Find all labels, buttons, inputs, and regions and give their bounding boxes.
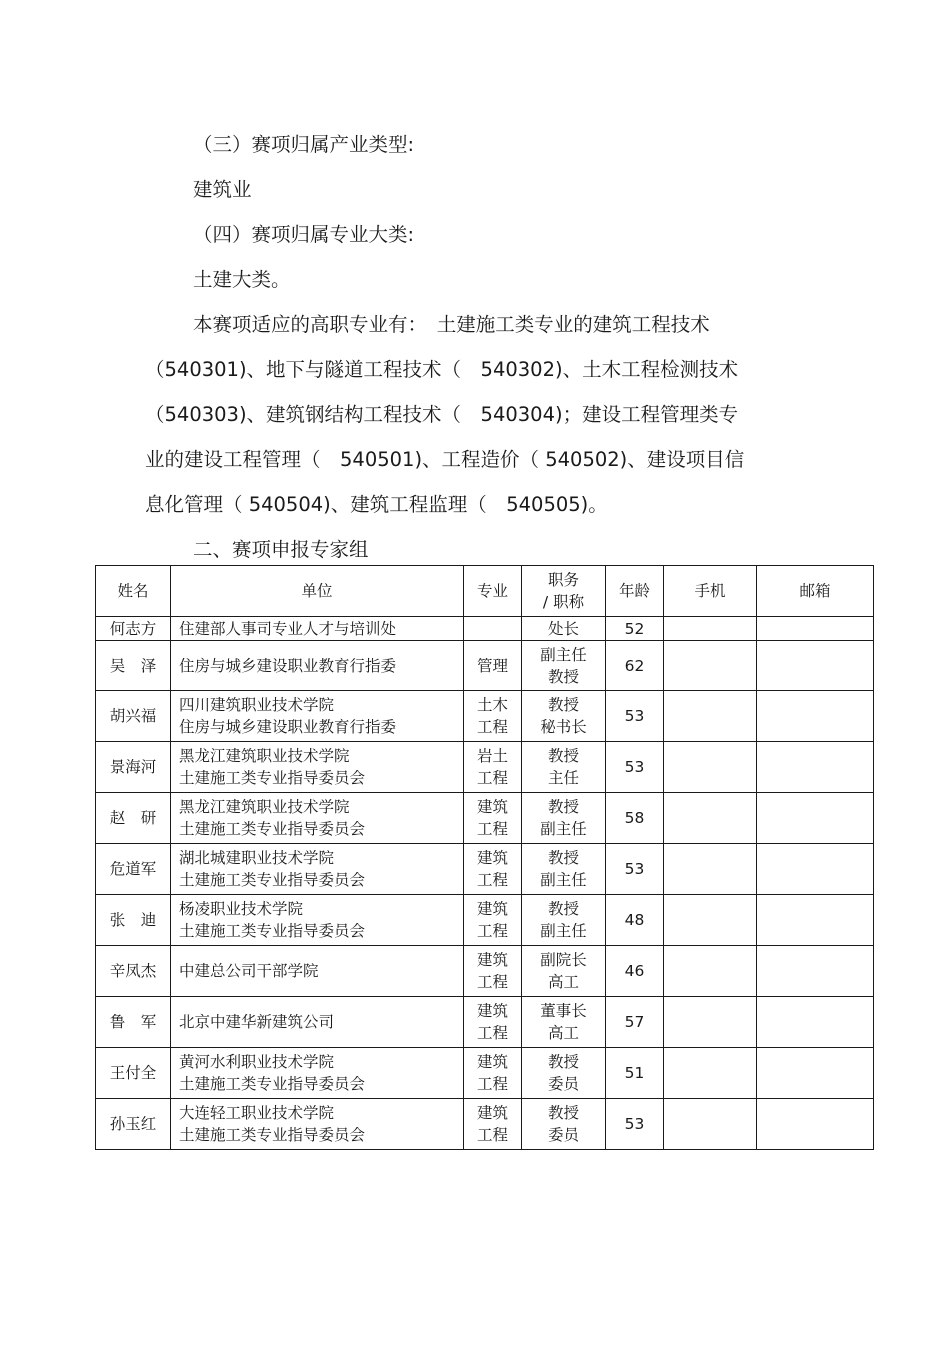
- cell-unit: [171, 844, 464, 895]
- cell-major-line1: 建筑: [476, 798, 508, 816]
- header-title-line1: 职务: [547, 571, 579, 589]
- cell-major: [464, 844, 522, 895]
- cell-phone: [664, 617, 757, 641]
- cell-name: 孙玉红: [96, 1099, 171, 1150]
- cell-email: [757, 997, 874, 1048]
- cell-unit-line2: 住房与城乡建设职业教育行指委: [179, 718, 397, 736]
- cell-major-line1: 建筑: [476, 1104, 508, 1122]
- cell-age: 48: [606, 895, 664, 946]
- cell-title-line1: 教授: [547, 798, 579, 816]
- cell-email: [757, 617, 874, 641]
- header-name: 姓名: [96, 566, 171, 617]
- cell-name: 危道军: [96, 844, 171, 895]
- table-header-row: [96, 566, 874, 617]
- cell-title: [522, 1099, 606, 1150]
- table-body: [96, 617, 874, 1150]
- cell-unit-line1: 住建部人事司专业人才与培训处: [179, 619, 397, 638]
- cell-unit-line2: 土建施工类专业指导委员会: [179, 769, 366, 787]
- cell-major: [464, 793, 522, 844]
- cell-unit: [171, 617, 464, 641]
- cell-title-line2: 高工: [547, 973, 579, 991]
- cell-major: [464, 895, 522, 946]
- cell-unit-line1: 大连轻工职业技术学院: [179, 1104, 335, 1122]
- cell-phone: [664, 946, 757, 997]
- cell-title-line1: 处长: [547, 619, 579, 638]
- cell-title: [522, 793, 606, 844]
- cell-email: [757, 742, 874, 793]
- cell-age: 53: [606, 691, 664, 742]
- majors-line-5: 息化管理（ 540504)、建筑工程监理（ 540505)。: [145, 493, 608, 516]
- cell-major-line1: 建筑: [476, 1002, 508, 1020]
- cell-major-line2: 工程: [476, 1126, 508, 1144]
- cell-age: 57: [606, 997, 664, 1048]
- table-row: [96, 691, 874, 742]
- section-two-heading: 二、赛项申报专家组: [193, 538, 369, 561]
- cell-unit-line1: 住房与城乡建设职业教育行指委: [179, 656, 397, 675]
- cell-age: 53: [606, 742, 664, 793]
- cell-unit-line2: 土建施工类专业指导委员会: [179, 1075, 366, 1093]
- cell-phone: [664, 1048, 757, 1099]
- table-row: [96, 742, 874, 793]
- cell-name: 何志方: [96, 617, 171, 641]
- cell-title-line1: 教授: [547, 747, 579, 765]
- table-row: [96, 997, 874, 1048]
- cell-title: [522, 617, 606, 641]
- cell-title-line2: 主任: [547, 769, 579, 787]
- table-row: [96, 793, 874, 844]
- cell-unit-line1: 四川建筑职业技术学院: [179, 696, 335, 714]
- cell-major-line2: 工程: [476, 871, 508, 889]
- header-email: 邮箱: [757, 566, 874, 617]
- cell-name: 鲁 军: [96, 997, 171, 1048]
- cell-email: [757, 844, 874, 895]
- cell-unit: [171, 691, 464, 742]
- cell-name: 景海河: [96, 742, 171, 793]
- cell-title: [522, 895, 606, 946]
- cell-email: [757, 1099, 874, 1150]
- cell-name: 胡兴福: [96, 691, 171, 742]
- cell-major: [464, 617, 522, 641]
- cell-age: 53: [606, 844, 664, 895]
- cell-unit: [171, 793, 464, 844]
- header-unit: 单位: [171, 566, 464, 617]
- cell-phone: [664, 742, 757, 793]
- cell-unit-line2: 土建施工类专业指导委员会: [179, 871, 366, 889]
- cell-email: [757, 793, 874, 844]
- cell-title-line2: 委员: [547, 1075, 579, 1093]
- cell-unit-line2: 土建施工类专业指导委员会: [179, 1126, 366, 1144]
- cell-name: 吴 泽: [96, 641, 171, 691]
- cell-title-line2: 秘书长: [540, 718, 587, 736]
- cell-title-line1: 教授: [547, 849, 579, 867]
- cell-unit-line2: 土建施工类专业指导委员会: [179, 820, 366, 838]
- cell-title-line2: 副主任: [540, 820, 587, 838]
- table-row: [96, 1048, 874, 1099]
- cell-title-line1: 副主任: [540, 645, 587, 664]
- section3-heading: （三）赛项归属产业类型:: [193, 133, 415, 156]
- cell-title-line2: 副主任: [540, 922, 587, 940]
- cell-title-line2: 副主任: [540, 871, 587, 889]
- cell-name: 王付全: [96, 1048, 171, 1099]
- cell-major-line1: 建筑: [476, 849, 508, 867]
- cell-major-line1: 建筑: [476, 900, 508, 918]
- cell-title-line1: 教授: [547, 696, 579, 714]
- cell-major-line2: 工程: [476, 718, 508, 736]
- cell-unit-line1: 中建总公司干部学院: [179, 962, 319, 980]
- cell-unit-line1: 湖北城建职业技术学院: [179, 849, 335, 867]
- header-age: 年龄: [606, 566, 664, 617]
- cell-title-line2: 委员: [547, 1126, 579, 1144]
- table-row: [96, 617, 874, 641]
- cell-major-line1: 建筑: [476, 951, 508, 969]
- cell-unit: [171, 1099, 464, 1150]
- cell-phone: [664, 895, 757, 946]
- cell-phone: [664, 641, 757, 691]
- section3-value: 建筑业: [193, 178, 252, 201]
- table-row: [96, 641, 874, 691]
- cell-major: [464, 641, 522, 691]
- cell-name: 赵 研: [96, 793, 171, 844]
- cell-title: [522, 641, 606, 691]
- cell-name: 辛凤杰: [96, 946, 171, 997]
- cell-age: 51: [606, 1048, 664, 1099]
- majors-line-3: （540303)、建筑钢结构工程技术（ 540304)；建设工程管理类专: [145, 403, 739, 426]
- cell-major: [464, 742, 522, 793]
- cell-major: [464, 691, 522, 742]
- cell-title: [522, 691, 606, 742]
- cell-title: [522, 1048, 606, 1099]
- cell-unit: [171, 895, 464, 946]
- cell-phone: [664, 1099, 757, 1150]
- table-row: [96, 895, 874, 946]
- cell-major-line2: 工程: [476, 973, 508, 991]
- cell-title: [522, 742, 606, 793]
- cell-unit-line1: 黑龙江建筑职业技术学院: [179, 798, 350, 816]
- table-row: [96, 946, 874, 997]
- cell-title-line2: 教授: [547, 667, 579, 686]
- cell-email: [757, 691, 874, 742]
- cell-major-line1: 岩土: [476, 747, 508, 765]
- cell-unit: [171, 946, 464, 997]
- cell-major-line1: 管理: [476, 656, 508, 675]
- cell-title-line1: 教授: [547, 1053, 579, 1071]
- header-title: [522, 566, 606, 617]
- section4-value: 土建大类。: [193, 268, 291, 291]
- cell-email: [757, 641, 874, 691]
- cell-title: [522, 844, 606, 895]
- cell-unit: [171, 997, 464, 1048]
- majors-line-2: （540301)、地下与隧道工程技术（ 540302)、土木工程检测技术: [145, 358, 739, 381]
- cell-phone: [664, 793, 757, 844]
- cell-unit-line1: 黑龙江建筑职业技术学院: [179, 747, 350, 765]
- cell-major-line2: 工程: [476, 820, 508, 838]
- header-major: 专业: [464, 566, 522, 617]
- cell-age: 58: [606, 793, 664, 844]
- cell-title-line2: 高工: [547, 1024, 579, 1042]
- cell-age: 53: [606, 1099, 664, 1150]
- majors-line-1: 本赛项适应的高职专业有： 土建施工类专业的建筑工程技术: [193, 313, 710, 336]
- table-row: [96, 1099, 874, 1150]
- cell-major-line2: 工程: [476, 1024, 508, 1042]
- section4-heading: （四）赛项归属专业大类:: [193, 223, 415, 246]
- header-title-line2: / 职称: [542, 593, 585, 611]
- cell-title-line1: 副院长: [540, 951, 587, 969]
- cell-major-line1: 建筑: [476, 1053, 508, 1071]
- cell-phone: [664, 844, 757, 895]
- expert-table: [95, 565, 874, 1150]
- cell-age: 62: [606, 641, 664, 691]
- cell-unit: [171, 742, 464, 793]
- cell-age: 46: [606, 946, 664, 997]
- cell-unit-line1: 北京中建华新建筑公司: [179, 1013, 335, 1031]
- cell-title-line1: 董事长: [540, 1002, 587, 1020]
- cell-major-line2: 工程: [476, 769, 508, 787]
- cell-major: [464, 997, 522, 1048]
- cell-phone: [664, 997, 757, 1048]
- majors-line-4: 业的建设工程管理（ 540501)、工程造价（ 540502)、建设项目信: [145, 448, 745, 471]
- cell-age: 52: [606, 617, 664, 641]
- cell-unit-line1: 黄河水利职业技术学院: [179, 1053, 335, 1071]
- cell-major-line2: 工程: [476, 1075, 508, 1093]
- cell-unit: [171, 1048, 464, 1099]
- cell-title-line1: 教授: [547, 900, 579, 918]
- cell-major: [464, 1099, 522, 1150]
- cell-phone: [664, 691, 757, 742]
- cell-email: [757, 895, 874, 946]
- cell-major: [464, 1048, 522, 1099]
- cell-email: [757, 946, 874, 997]
- cell-title: [522, 946, 606, 997]
- header-phone: 手机: [664, 566, 757, 617]
- cell-name: 张 迪: [96, 895, 171, 946]
- cell-title-line1: 教授: [547, 1104, 579, 1122]
- cell-unit: [171, 641, 464, 691]
- cell-major-line2: 工程: [476, 922, 508, 940]
- cell-unit-line1: 杨凌职业技术学院: [179, 900, 304, 918]
- cell-major: [464, 946, 522, 997]
- cell-unit-line2: 土建施工类专业指导委员会: [179, 922, 366, 940]
- cell-major-line1: 土木: [476, 696, 508, 714]
- cell-email: [757, 1048, 874, 1099]
- cell-title: [522, 997, 606, 1048]
- table-row: [96, 844, 874, 895]
